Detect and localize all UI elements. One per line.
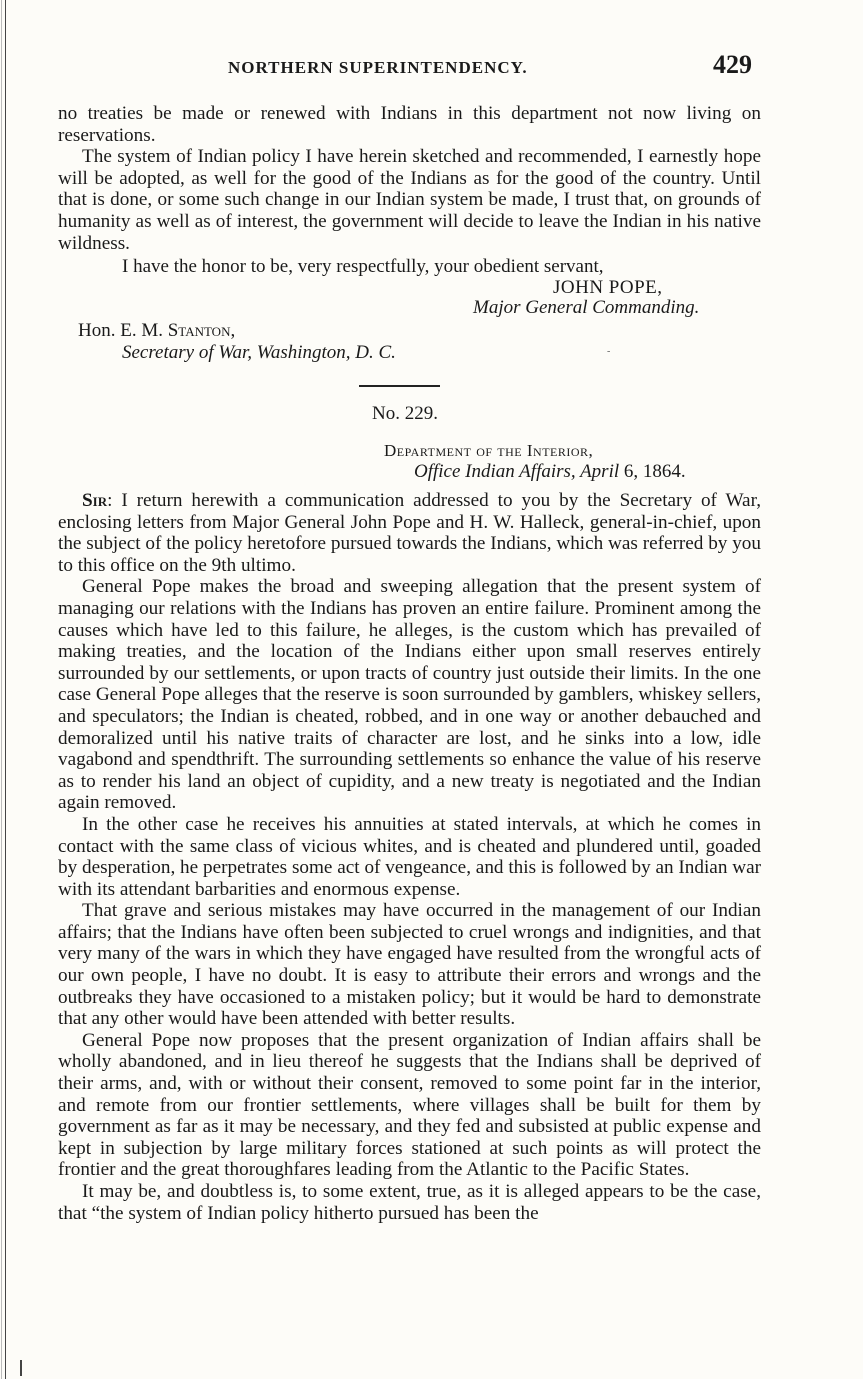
closing-line: I have the honor to be, very respectfully, your obedient servant, <box>122 256 604 277</box>
paragraph: In the other case he receives his annuities at stated intervals, at which he comes in contact with the same class of vicious whites, and is cheated and plundered until, goaded by desperation, he perpetrates some act of vengeance, and this is followed by an Indian war with its attendant barbarities and enormous expense. <box>58 813 761 900</box>
letter-end <box>58 103 761 254</box>
letter-body <box>58 490 761 1224</box>
paragraph: The system of Indian policy I have herein sketched and recommended, I earnestly hope will be adopted, as well for the good of the Indians as for the good of the country. Until that is done, or some such change in our Indian system be made, I trust that, on grounds of humanity as well as of interest, the government will decide to leave the Indian in his native wildness. <box>58 146 761 254</box>
paragraph <box>58 490 761 576</box>
letter-date: 6, 1864. <box>619 461 686 482</box>
addressee-title: Secretary of War, Washington, D. C. <box>122 342 396 363</box>
document-number: No. 229. <box>372 403 438 424</box>
page-number: 429 <box>713 50 752 79</box>
section-divider <box>359 385 440 387</box>
addressee-name: Stanton, <box>167 320 236 341</box>
running-head: NORTHERN SUPERINTENDENCY. <box>228 58 528 77</box>
paragraph-text: : I return herewith a communication addressed to you by the Secretary of War, enclosing letters from Major General John Pope and H. W. Halleck, general-in-chief, upon the subject of the policy heretofore pursued towards the Indians, which was referred by you to this office on the 9th ultimo. <box>58 490 761 576</box>
signature-title: Major General Commanding. <box>473 297 700 318</box>
addressee <box>78 320 235 342</box>
paragraph: General Pope now proposes that the present organization of Indian affairs shall be wholly abandoned, and in lieu thereof he suggests that the Indians shall be deprived of their arms, and, with or without their consent, removed to some point far in the interior, and remote from our frontier settlements, where villages shall be built for them by government as far as it may be necessary, and they fed and subsisted at public expense and kept in subjection by large military forces stationed at such points as will protect the frontier and the great thoroughfares leading from the Atlantic to the Pacific States. <box>58 1029 761 1181</box>
paragraph: General Pope makes the broad and sweeping allegation that the present system of managing our relations with the Indians has proven an entire failure. Prominent among the causes which have led to this failure, he alleges, is the custom which has prevailed of making treaties, and the location of the Indians either upon small reserves entirely surrounded by our settlements, or upon tracts of country just outside their limits. In the one case General Pope alleges that the reserve is soon surrounded by gamblers, whiskey sellers, and speculators; the Indian is cheated, robbed, and in one way or another debauched and demoralized until his native traits of character are lost, and he sinks into a low, idle vagabond and spendthrift. The surrounding settlements so enhance the value of his reserve as to render his land an object of cupidity, and a new treaty is negotiated and the Indian again removed. <box>58 576 761 814</box>
signature-name: JOHN POPE, <box>553 277 663 298</box>
office-date-line <box>414 461 686 483</box>
paragraph: It may be, and doubtless is, to some extent, true, as it is alleged appears to be the case, that “the system of Indian policy hitherto pursued has been the <box>58 1181 761 1224</box>
page-header <box>58 50 758 84</box>
department-heading: Department of the Interior, <box>384 441 594 460</box>
addressee-prefix: Hon. E. M. <box>78 320 168 341</box>
paragraph: That grave and serious mistakes may have occurred in the management of our Indian affairs; that the Indians have often been subjected to cruel wrongs and indignities, and that very many of the wars in which they have engaged have resulted from the wrongful acts of our own people, I have no doubt. It is easy to attribute their errors and wrongs and the outbreaks they have occasioned to a mistaken policy; but it would be hard to demonstrate that any other would have been attended with better results. <box>58 900 761 1030</box>
print-mark <box>20 1360 22 1376</box>
print-mark: - <box>607 346 611 357</box>
paragraph: no treaties be made or renewed with Indians in this department not now living on reservations. <box>58 103 761 146</box>
binding-rule <box>5 0 6 1379</box>
office-name: Office Indian Affairs, April <box>414 461 620 482</box>
page-edge <box>1 0 2 1379</box>
salutation: Sir <box>82 490 108 511</box>
